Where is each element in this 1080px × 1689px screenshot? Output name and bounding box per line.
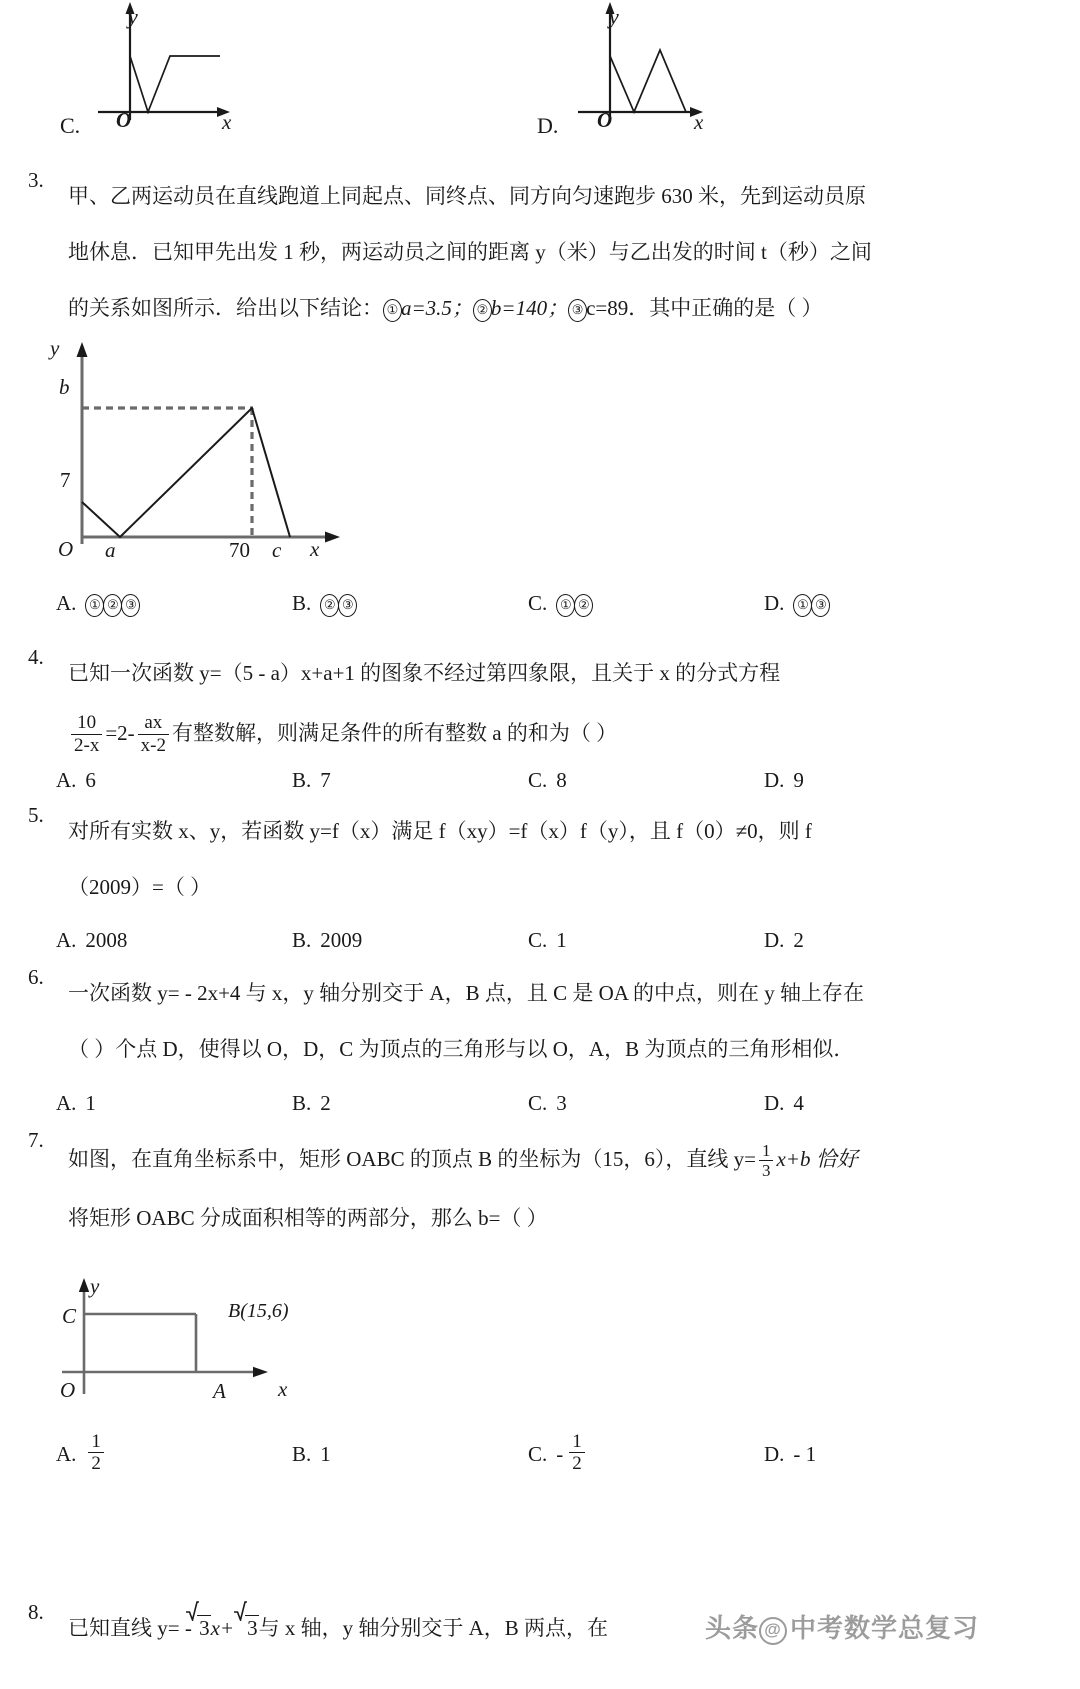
question-4-option-d-value: 9 xyxy=(793,768,804,792)
conclusion-1-text: a=3.5； xyxy=(401,296,473,320)
circled-2-icon: ② xyxy=(574,594,593,617)
question-6-option-d-value: 4 xyxy=(793,1091,804,1115)
question-5-option-a-label: A. xyxy=(56,928,77,952)
circled-2-icon: ② xyxy=(103,594,122,617)
question-4-option-b-label: B. xyxy=(292,768,312,792)
question-4-option-b[interactable] xyxy=(292,765,528,795)
question-3-x-axis-label: x xyxy=(310,537,320,561)
question-8-index: 8. xyxy=(28,1600,44,1624)
circled-3-icon: ③ xyxy=(121,594,140,617)
question-7-graph xyxy=(44,1272,344,1402)
question-3-option-c-value xyxy=(556,588,592,618)
question-5-option-d-label: D. xyxy=(764,928,785,952)
question-3-option-d-value xyxy=(793,588,829,618)
fraction-numerator: ax xyxy=(144,712,163,734)
question-5-option-b-label: B. xyxy=(292,928,312,952)
question-4-option-a-label: A. xyxy=(56,768,77,792)
question-3-options xyxy=(56,588,1040,618)
sqrt-radicand: 3 xyxy=(247,1616,258,1640)
question-3-option-b-label: B. xyxy=(292,591,312,615)
question-3-index: 3. xyxy=(28,168,44,192)
question-3-option-a-value xyxy=(85,588,139,618)
question-7-option-a[interactable] xyxy=(56,1432,292,1476)
question-6-option-a-label: A. xyxy=(56,1091,77,1115)
question-3-option-c[interactable] xyxy=(528,588,764,618)
question-3-origin-label: O xyxy=(58,537,74,561)
question-7-option-a-label: A. xyxy=(56,1441,77,1466)
option-d-label[interactable]: D. xyxy=(537,113,559,138)
question-5-option-b-value: 2009 xyxy=(320,928,363,952)
question-6-option-a[interactable] xyxy=(56,1088,292,1118)
circled-1-icon: ① xyxy=(85,594,104,617)
question-6-option-d-label: D. xyxy=(764,1091,785,1115)
question-4-option-a-value: 6 xyxy=(85,768,96,792)
fraction-denominator: 3 xyxy=(759,1160,774,1180)
question-4-option-d-label: D. xyxy=(764,768,785,792)
circled-3-icon: ③ xyxy=(338,594,357,617)
question-5-options xyxy=(56,925,1040,955)
fraction-one-third xyxy=(759,1141,774,1180)
question-5-index: 5. xyxy=(28,803,44,827)
fraction-numerator: 1 xyxy=(572,1431,582,1452)
option-c-y-axis-label: y xyxy=(128,4,138,29)
question-3-figure xyxy=(40,332,350,562)
question-7-x-axis-label: x xyxy=(278,1377,288,1401)
question-4-option-a[interactable] xyxy=(56,765,292,795)
question-3-y-tick-7: 7 xyxy=(60,468,71,492)
question-7-option-b-label: B. xyxy=(292,1441,312,1466)
question-6-option-b[interactable] xyxy=(292,1088,528,1118)
question-7-option-d[interactable] xyxy=(764,1439,1000,1469)
question-6-option-a-value: 1 xyxy=(85,1091,96,1115)
question-4-line-2-tail: 有整数解，则满足条件的所有整数 a 的和为（ ） xyxy=(172,721,618,745)
conclusion-2-text: b=140； xyxy=(490,296,569,320)
question-6-option-d[interactable] xyxy=(764,1088,1000,1118)
question-4-option-d[interactable] xyxy=(764,765,1000,795)
question-6-option-b-value: 2 xyxy=(320,1091,331,1115)
option-d-x-axis-label: x xyxy=(694,110,704,134)
question-4-line-1: 已知一次函数 y=（5 - a）x+a+1 的图象不经过第四象限，且关于 x 的分式方程 xyxy=(68,661,781,685)
option-c-x-axis-label: x xyxy=(222,110,232,134)
fraction-denominator: 2 xyxy=(88,1452,104,1474)
question-7-y-axis-label: y xyxy=(90,1274,100,1298)
question-3-option-d-label: D. xyxy=(764,591,785,615)
option-c-figure-group xyxy=(60,0,320,140)
option-c-label[interactable]: C. xyxy=(60,113,81,138)
question-5-option-d-value: 2 xyxy=(793,928,804,952)
question-7-line-1-lead: 如图，在直角坐标系中，矩形 OABC 的顶点 B 的坐标为（15，6），直线 y= xyxy=(68,1147,756,1171)
fraction-ax-over-x-minus-two xyxy=(138,712,169,756)
question-5-line-1: 对所有实数 x、y，若函数 y=f（x）满足 f（xy）=f（x）f（y），且 f（0）≠0，则 f xyxy=(68,819,812,843)
question-7-option-d-label: D. xyxy=(764,1441,785,1466)
question-7-options xyxy=(56,1432,1040,1476)
question-6-option-c-label: C. xyxy=(528,1091,548,1115)
question-7 xyxy=(28,1128,1062,1246)
question-8-tail: 与 x 轴，y 轴分别交于 A，B 两点，在 xyxy=(258,1616,609,1640)
watermark-prefix: 头条 xyxy=(705,1613,760,1643)
conclusion-1-marker: ① xyxy=(383,299,402,322)
circled-3-icon: ③ xyxy=(811,594,830,617)
conclusion-3-text: c=89．其中正确的是（ ） xyxy=(586,296,823,320)
option-d-graph xyxy=(540,0,800,140)
question-3-graph xyxy=(40,332,350,562)
question-7-option-c[interactable] xyxy=(528,1432,764,1476)
option-d-y-axis-label: y xyxy=(609,4,619,29)
question-7-line-1-tail: x+b 恰好 xyxy=(776,1147,858,1171)
question-7-option-d-value: - 1 xyxy=(793,1441,817,1466)
question-6-line-2: （ ）个点 D，使得以 O，D，C 为顶点的三角形与以 O，A，B 为顶点的三角形相似． xyxy=(68,1037,855,1061)
question-4-option-b-value: 7 xyxy=(320,768,331,792)
question-4-equals-two-minus: =2- xyxy=(105,721,135,745)
circled-1-icon: ① xyxy=(793,594,812,617)
fraction-denominator: 2-x xyxy=(71,734,102,756)
question-3-option-d[interactable] xyxy=(764,588,1000,618)
question-7-label-b: B(15,6) xyxy=(228,1300,289,1322)
fraction-negative-one-half xyxy=(569,1431,585,1475)
radical-icon xyxy=(234,1601,247,1621)
question-3-line-2: 地休息．已知甲先出发 1 秒，两运动员之间的距离 y（米）与乙出发的时间 t（秒）之间 xyxy=(68,240,872,264)
option-d-origin-label: O xyxy=(597,108,613,132)
question-3-line-3-lead: 的关系如图所示．给出以下结论： xyxy=(68,296,383,320)
circled-2-icon: ② xyxy=(320,594,339,617)
question-4-line-2 xyxy=(68,701,1062,765)
question-3-line-1: 甲、乙两运动员在直线跑道上同起点、同终点、同方向匀速跑步 630 米，先到运动员原 xyxy=(68,184,866,208)
fraction-numerator: 10 xyxy=(77,712,97,734)
question-5 xyxy=(28,803,1062,915)
question-4-options xyxy=(56,765,1040,795)
question-5-option-a[interactable] xyxy=(56,925,292,955)
question-6 xyxy=(28,965,1062,1077)
question-5-line-2: （2009）=（ ） xyxy=(68,875,212,899)
question-6-option-c-value: 3 xyxy=(556,1091,567,1115)
question-3-y-axis-label: y xyxy=(50,336,60,360)
question-7-label-c: C xyxy=(62,1304,77,1328)
question-6-option-b-label: B. xyxy=(292,1091,312,1115)
question-5-option-c[interactable] xyxy=(528,925,764,955)
at-sign-icon: @ xyxy=(759,1617,787,1645)
question-7-line-1 xyxy=(68,1128,1062,1190)
option-d-figure-group xyxy=(540,0,800,140)
question-7-label-a: A xyxy=(213,1379,226,1403)
question-6-line-1: 一次函数 y= - 2x+4 与 x，y 轴分别交于 A，B 点，且 C 是 OA 的中点，则在 y 轴上存在 xyxy=(68,981,865,1005)
sqrt-three-second xyxy=(245,1600,259,1656)
circled-1-icon: ① xyxy=(556,594,575,617)
watermark-text: 中考数学总复习 xyxy=(790,1613,980,1643)
question-7-option-b[interactable] xyxy=(292,1439,528,1469)
conclusion-3-marker: ③ xyxy=(568,299,587,322)
fraction-ten-over-two-minus-x xyxy=(71,712,102,756)
question-6-options xyxy=(56,1088,1040,1118)
question-3-y-tick-b: b xyxy=(59,375,70,399)
question-4-index: 4. xyxy=(28,645,44,669)
question-3-x-tick-a: a xyxy=(105,538,116,562)
option-c-origin-label: O xyxy=(116,108,132,132)
question-6-option-c[interactable] xyxy=(528,1088,764,1118)
question-4-option-c-value: 8 xyxy=(556,768,567,792)
question-3-option-b-value xyxy=(320,588,356,618)
question-7-origin-label: O xyxy=(60,1378,76,1402)
question-5-option-c-value: 1 xyxy=(556,928,567,952)
question-3-line-3 xyxy=(68,280,1062,336)
question-4 xyxy=(28,645,1062,765)
question-5-option-b[interactable] xyxy=(292,925,528,955)
sqrt-radicand: 3 xyxy=(199,1616,210,1640)
fraction-one-half xyxy=(88,1431,104,1475)
question-4-option-c-label: C. xyxy=(528,768,548,792)
fraction-denominator: x-2 xyxy=(138,734,169,756)
question-7-line-2: 将矩形 OABC 分成面积相等的两部分，那么 b=（ ） xyxy=(68,1206,548,1230)
question-7-figure xyxy=(44,1272,344,1402)
question-7-option-c-sign: - xyxy=(556,1441,564,1466)
question-3-x-tick-70: 70 xyxy=(229,538,250,562)
question-7-option-c-label: C. xyxy=(528,1441,548,1466)
question-3-option-a-label: A. xyxy=(56,591,77,615)
question-8-mid: x+ xyxy=(210,1616,235,1640)
question-3-option-a[interactable] xyxy=(56,588,292,618)
question-5-option-c-label: C. xyxy=(528,928,548,952)
question-8-line-1-lead: 已知直线 y= - xyxy=(68,1616,198,1640)
conclusion-2-marker: ② xyxy=(473,299,492,322)
sqrt-three-first xyxy=(197,1600,211,1656)
question-6-index: 6. xyxy=(28,965,44,989)
question-5-option-d[interactable] xyxy=(764,925,1000,955)
question-3-option-c-label: C. xyxy=(528,591,548,615)
question-5-option-a-value: 2008 xyxy=(85,928,128,952)
question-4-option-c[interactable] xyxy=(528,765,764,795)
question-7-option-b-value: 1 xyxy=(320,1441,331,1466)
fraction-numerator: 1 xyxy=(91,1431,101,1452)
option-c-graph xyxy=(60,0,320,140)
fraction-denominator: 2 xyxy=(569,1452,585,1474)
watermark xyxy=(705,1608,979,1645)
radical-icon xyxy=(186,1601,199,1621)
question-7-index: 7. xyxy=(28,1128,44,1152)
question-3 xyxy=(28,168,1062,336)
question-3-x-tick-c: c xyxy=(272,538,282,562)
fraction-numerator: 1 xyxy=(761,1140,771,1160)
question-3-option-b[interactable] xyxy=(292,588,528,618)
